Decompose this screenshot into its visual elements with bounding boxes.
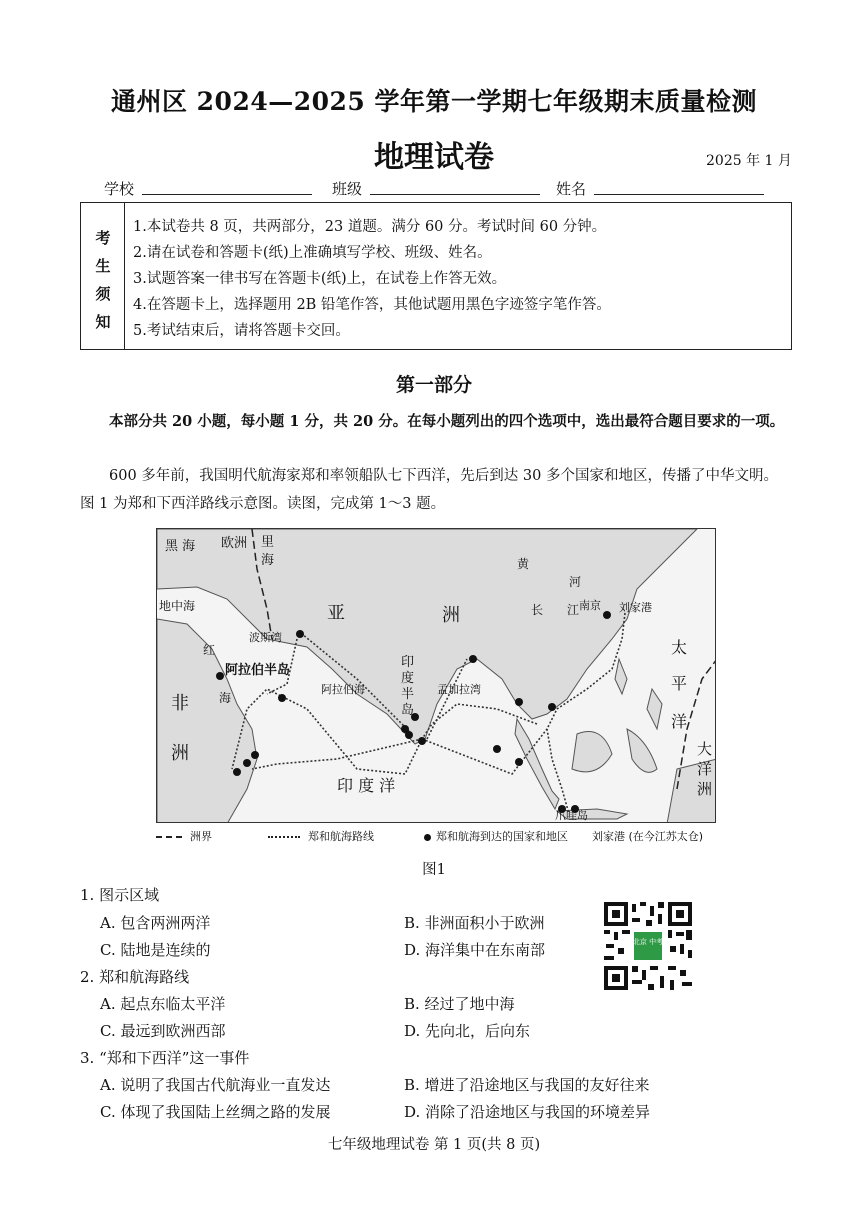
legend-dot-icon (424, 834, 431, 841)
qr-code-graphic (602, 900, 694, 992)
name-field[interactable] (594, 194, 764, 195)
map-label-asia-2: 洲 (442, 605, 460, 626)
notice-item: 4.在答题卡上，选择题用 2B 铅笔作答，其他试题用黑色字迹签字笔作答。 (133, 297, 611, 313)
map-label-chang: 长 (531, 603, 544, 617)
question-option: C. 最远到欧洲西部 (100, 1022, 226, 1040)
school-label: 学校 (104, 180, 135, 198)
map-label-char: 岛 (401, 703, 415, 718)
map-label-char: 洋 (697, 760, 713, 778)
class-field[interactable] (370, 194, 540, 195)
notice-heading-char: 须 (95, 285, 111, 303)
map-label-bay-of-bengal: 孟加拉湾 (437, 683, 481, 696)
qr-code-icon (602, 900, 694, 992)
notice-heading-char: 考 (95, 229, 111, 247)
map-label-red: 红 (203, 643, 216, 657)
question-option: B. 增进了沿途地区与我国的友好往来 (404, 1076, 650, 1094)
question-stem: 2. 郑和航海路线 (80, 968, 190, 986)
map-label-char: 印 (401, 655, 415, 670)
legend-places-label: 郑和航海到达的国家和地区 (436, 830, 568, 843)
qr-badge-text: 北京 中考 (632, 938, 664, 946)
legend-liujiagang: 刘家港 (在今江苏太仓) (592, 830, 704, 843)
map-label-black-sea: 黑 海 (165, 539, 196, 554)
question-option: A. 起点东临太平洋 (100, 995, 226, 1013)
legend-dotted-icon (268, 836, 300, 838)
section-intro: 本部分共 20 小题，每小题 1 分，共 20 分。在每小题列出的四个选项中，选出最符合题目要求的一项。 (109, 413, 785, 430)
legend-boundary (156, 828, 212, 844)
subject-title: 地理试卷 (374, 140, 494, 175)
map-label-africa-2: 洲 (171, 743, 189, 764)
notice-item: 5.考试结束后，请将答题卡交回。 (133, 323, 350, 339)
map-label-yellow: 黄 (517, 557, 530, 571)
notice-item: 1.本试卷共 8 页，共两部分，23 道题。满分 60 分。考试时间 60 分钟。 (133, 219, 607, 235)
exam-date: 2025 年 1 月 (706, 153, 792, 169)
map-label-sea: 海 (219, 691, 232, 705)
school-field[interactable] (142, 194, 312, 195)
map-label-indian-peninsula (401, 655, 415, 719)
question-option: A. 包含两洲两洋 (100, 914, 211, 932)
map-label-mediterranean: 地中海 (159, 599, 196, 613)
legend-dash-icon (156, 836, 182, 838)
map-label-africa-1: 非 (171, 693, 189, 714)
notice-item: 3.试题答案一律书写在答题卡(纸)上，在试卷上作答无效。 (133, 271, 507, 287)
map-label-arabian-sea: 阿拉伯海 (321, 683, 365, 696)
map-label-oceania (697, 739, 713, 799)
legend-places (424, 828, 568, 844)
map-label-char: 半 (401, 687, 415, 702)
map-label-liujiagang: 刘家港 (619, 601, 652, 614)
map-label-char: 洲 (697, 780, 713, 798)
passage: 600 多年前，我国明代航海家郑和率领船队七下西洋，先后到达 30 多个国家和地区，传播了中华文明。图 1 为郑和下西洋路线示意图。读图，完成第 1～3 题。 (80, 468, 778, 512)
map-label-java: 爪哇岛 (555, 809, 588, 822)
map-label-arabian-peninsula: 阿拉伯半岛 (225, 663, 291, 678)
map-label-europe: 欧洲 (221, 536, 248, 551)
exam-notice-box (80, 202, 792, 350)
map-label-pacific-3: 洋 (671, 712, 688, 731)
notice-item: 2.请在试卷和答题卡(纸)上准确填写学校、班级、姓名。 (133, 245, 492, 261)
map-label-char: 大 (697, 740, 713, 758)
map-label-char: 度 (401, 671, 415, 686)
map-label-river: 河 (569, 575, 582, 589)
question-stem: 1. 图示区域 (80, 886, 160, 904)
map-label-asia-1: 亚 (327, 603, 345, 624)
question-option: B. 非洲面积小于欧洲 (404, 914, 545, 932)
notice-heading-char: 生 (95, 257, 111, 275)
notice-heading-char: 知 (95, 313, 111, 331)
question-option: A. 说明了我国古代航海业一直发达 (100, 1076, 331, 1094)
legend-boundary-label: 洲界 (190, 830, 212, 843)
map-label-jiang: 江 (567, 603, 580, 617)
figure-caption: 图1 (422, 862, 446, 878)
map-label-pacific-2: 平 (671, 674, 688, 693)
question-option: B. 经过了地中海 (404, 995, 515, 1013)
section-title: 第一部分 (395, 374, 472, 396)
page-footer: 七年级地理试卷 第 1 页(共 8 页) (327, 1137, 541, 1153)
map-label-indian-ocean: 印 度 洋 (337, 776, 396, 795)
question-option: C. 陆地是连续的 (100, 941, 211, 959)
class-label: 班级 (332, 180, 363, 198)
map-label-nanjing: 南京 (579, 599, 601, 612)
question-option: D. 先向北，后向东 (404, 1022, 531, 1040)
notice-heading (81, 203, 125, 349)
map-label-persian-gulf: 波斯湾 (249, 631, 282, 644)
question-option: D. 消除了沿途地区与我国的环境差异 (404, 1103, 651, 1121)
legend-route-label: 郑和航海路线 (308, 830, 374, 843)
name-label: 姓名 (556, 180, 587, 198)
question-option: C. 体现了我国陆上丝绸之路的发展 (100, 1103, 331, 1121)
map-label-pacific-1: 太 (671, 638, 688, 657)
exam-title: 通州区 2024—2025 学年第一学期七年级期末质量检测 (110, 87, 758, 116)
map-label-caspian: 里海 (261, 535, 275, 568)
question-stem: 3. “郑和下西洋”这一事件 (80, 1049, 250, 1067)
legend-route (268, 828, 374, 844)
question-option: D. 海洋集中在东南部 (404, 941, 546, 959)
zhenghe-route-map (156, 528, 716, 823)
